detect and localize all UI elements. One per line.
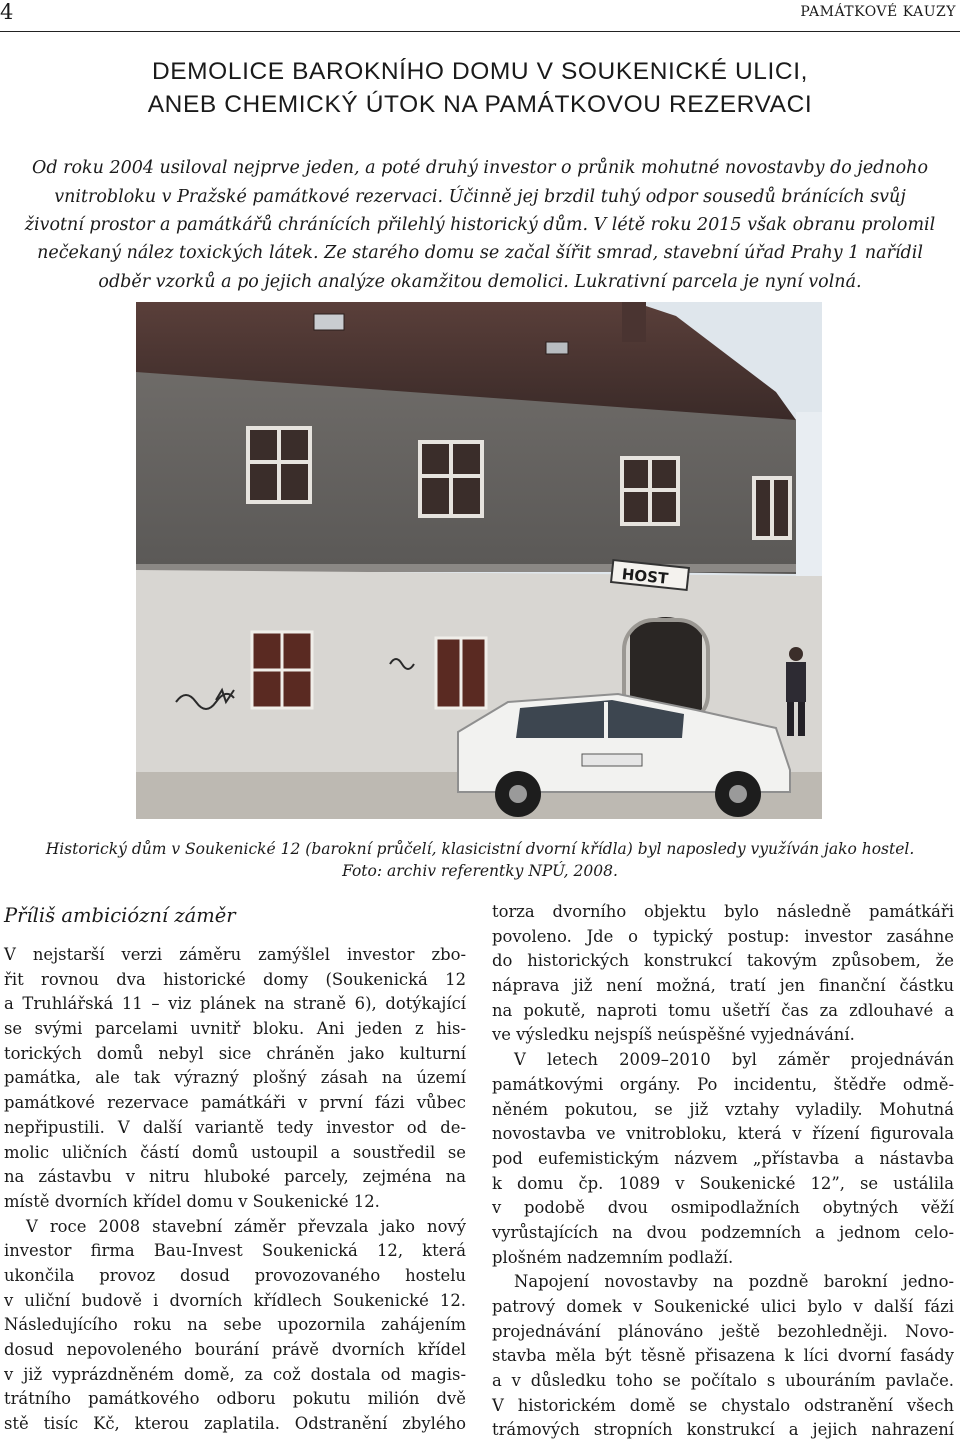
lead-line-1: Od roku 2004 usiloval nejprve jeden, a poté druhý investor o průnik mohutné novostavby do jednoho [32, 158, 928, 178]
text-line: v již vyprázdněném domě, za což dostala od magis- [4, 1364, 466, 1384]
text-line: stavba měla být těsně přisazena k líci dvorní fasády [492, 1346, 954, 1366]
text-line: dosud nepovoleného bourání právě dvorních křídel [4, 1340, 466, 1359]
text-line: ukončila provoz dosud provozovaného hostelu [4, 1265, 466, 1285]
ground-window-2 [436, 638, 486, 708]
lead-line-5: odběr vzorků a po jejich analýze okamžitou demolici. Lukrativní parcela je nyní volná. [98, 272, 862, 292]
text-line: pod eufemistickým názvem „přístavba a nástavba [492, 1148, 954, 1168]
article-title-line-1: DEMOLICE BAROKNÍHO DOMU V SOUKENICKÉ ULICI, [151, 58, 809, 85]
text-line: investor firma Bau-Invest Soukenická 12, která [4, 1241, 466, 1261]
text-line: do historických konstrukcí takovým způsobem, že [492, 951, 954, 971]
text-line: nepřipustili. V další variantě tedy investor od de- [4, 1117, 466, 1137]
text-line: ve výsledku nejspíš neúspěšné vyjednávání. [492, 1025, 855, 1045]
header-rule [0, 31, 960, 32]
ground-window-1 [252, 632, 312, 708]
text-line: torza dvorního objektu bylo následně památkáři [492, 902, 954, 921]
lead-line-2: vnitrobloku v Pražské památkové rezervaci. Účinně jej brzdil tuhý odpor sousedů bránících svůj [54, 187, 906, 207]
running-header: PAMÁTKOVÉ KAUZY [800, 4, 956, 20]
text-line: řit rovnou dva historické domy (Soukenická 12 [4, 969, 466, 989]
text-line: trámových stropních konstrukcí a jejich nahrazení [492, 1420, 954, 1440]
text-line: V letech 2009–2010 byl záměr projednáván [514, 1050, 954, 1070]
text-line: náprava již není možná, tratí jen finanční částku [492, 976, 954, 996]
text-line: V nejstarší verzi záměru zamýšlel investor zbo- [4, 945, 466, 964]
right-column [492, 900, 954, 1443]
text-line: torických domů nebyl sice chráněn jako kulturní [4, 1043, 466, 1063]
text-line: trátního památkového odboru pokutu milión dvě [4, 1389, 466, 1409]
text-line: plošném nadzemním podlaží. [492, 1247, 734, 1267]
text-line: a Truhlářská 11 – viz plánek na straně 6), dotýkající [4, 994, 466, 1014]
text-line: patrový domek v Soukenické ulici bylo v další fázi [492, 1297, 954, 1316]
building-photo [136, 302, 822, 819]
photo-caption-line-1: Historický dům v Soukenické 12 (barokní průčelí, klasicistní dvorní křídla) byl naposledy využíván jako hostel. [45, 840, 915, 858]
section-subheading: Příliš ambiciózní záměr [4, 904, 236, 927]
text-line: stě tisíc Kč, kterou zaplatila. Odstranění zbylého [4, 1414, 466, 1434]
cornice [136, 564, 822, 572]
text-line: v uliční budově i dvorních křídlech Soukenické 12. [4, 1290, 466, 1310]
text-line: Následujícího roku na sebe upozornila zahájením [4, 1315, 466, 1335]
page-number: 4 [0, 0, 14, 24]
roof-skylight-left [314, 314, 344, 330]
text-line: V historickém domě se chystalo odstranění všech [492, 1395, 954, 1415]
photo-caption-line-2: Foto: archiv referentky NPÚ, 2008. [342, 862, 618, 880]
roof-skylight-right [546, 342, 568, 354]
text-line: vyrůstajících na dvou podzemních a jednom celo- [492, 1222, 954, 1242]
text-line: k domu čp. 1089 v Soukenické 12”, se ustálila [492, 1173, 954, 1193]
text-line: povoleno. Jde o typický postup: investor zasáhne [492, 926, 954, 946]
lead-line-4: nečekaný nález toxických látek. Ze starého domu se začal šířit smrad, stavební úřad Prahy 1 nařídil [37, 243, 923, 263]
text-line: v podobě dvou osmipodlažních obytných věží [492, 1198, 954, 1218]
text-line: na zástavbu v nitru hluboké parcely, zejména na [4, 1167, 466, 1187]
text-line: Napojení novostavby na pozdně barokní jedno- [514, 1272, 954, 1292]
sky-corner [796, 412, 822, 576]
lead-line-3: životní prostor a památkářů chránících přilehlý historický dům. V létě roku 2015 však obranu prolomil [24, 215, 936, 235]
text-line: památkové rezervace památkáři v první fázi vůbec [4, 1093, 466, 1113]
upper-window-1 [248, 428, 310, 502]
text-line: něném pokutou, se již vztahy vyladily. Mohutná [492, 1099, 954, 1119]
hostel-sign-text: HOST [621, 565, 669, 588]
text-line: na pokutě, naproti tomu ušetří čas za zdlouhavé a [492, 1000, 954, 1020]
text-line: V roce 2008 stavební záměr převzala jako nový [26, 1216, 466, 1236]
upper-window-2 [420, 442, 482, 516]
left-column [4, 943, 466, 1437]
upper-window-3 [622, 458, 678, 524]
text-line: novostavba ve vnitrobloku, která v řízení figurovala [492, 1124, 954, 1144]
text-line: se svými parcelami uvnitř bloku. Ani jeden z his- [4, 1019, 466, 1039]
chimney [622, 302, 646, 342]
upper-window-4 [754, 478, 790, 538]
text-line: místě dvorních křídel domu v Soukenické 12. [4, 1191, 380, 1211]
article-title-line-2: ANEB CHEMICKÝ ÚTOK NA PAMÁTKOVOU REZERVACI [147, 91, 813, 118]
text-line: projednávání plánováno ještě bezohledněji. Novo- [492, 1321, 954, 1341]
text-line: molic uličních částí domů ustoupil a soustředil se [4, 1142, 466, 1162]
text-line: a v důsledku toho se počítalo s ubouráním pavlače. [492, 1371, 954, 1391]
text-line: památkovými orgány. Po incidentu, štědře odmě- [492, 1074, 954, 1094]
text-line: památka, ale tak výrazný plošný zásah na území [4, 1068, 466, 1088]
